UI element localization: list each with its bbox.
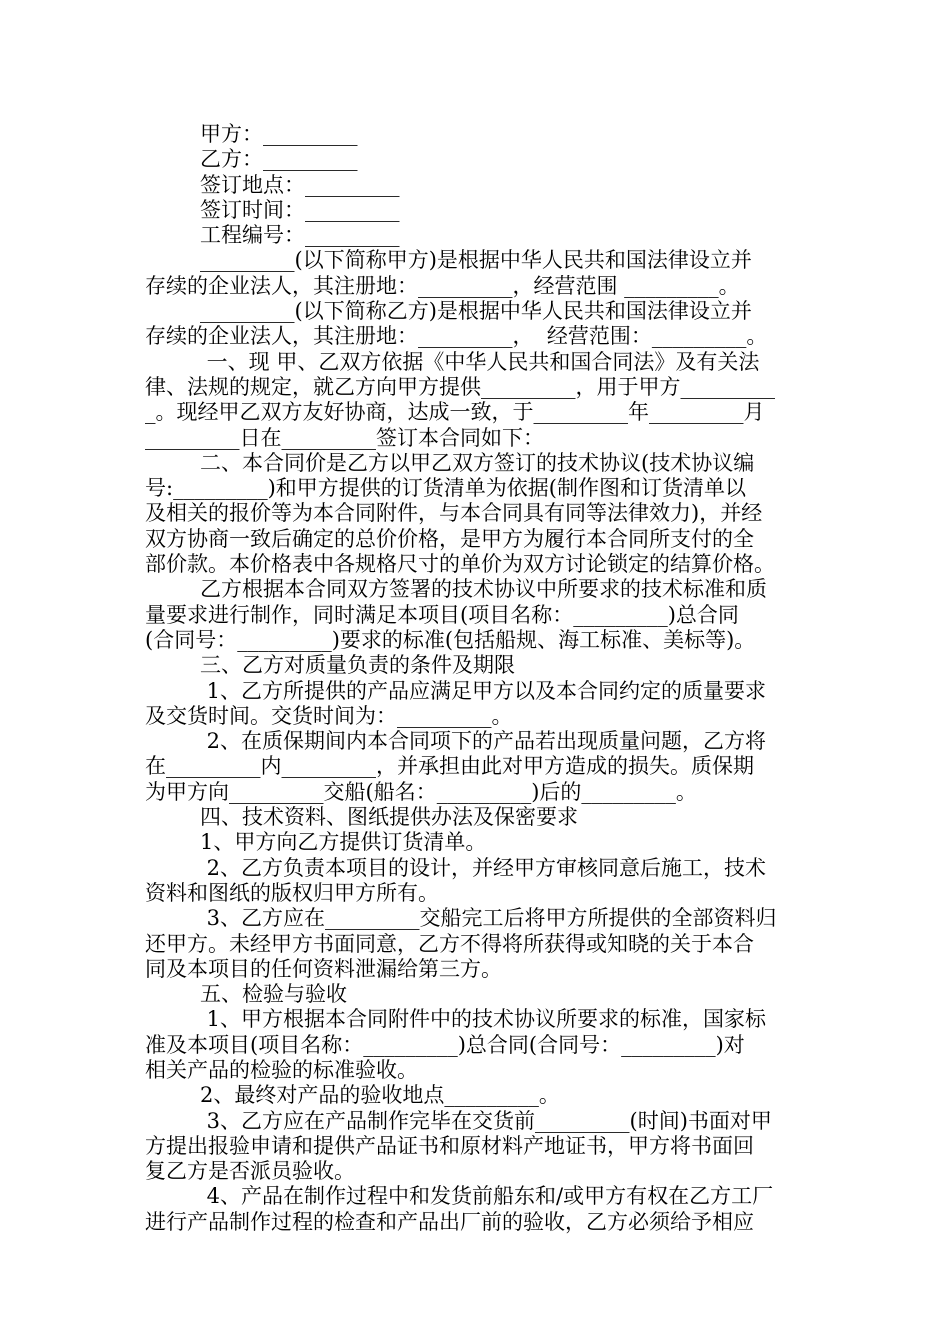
party-a-field: 甲方：_________	[200, 122, 358, 146]
clause-2-line-1: 二、本合同价是乙方以甲乙双方签订的技术协议(技术协议编	[200, 450, 755, 475]
clause-2-para-2-line-1: 乙方根据本合同双方签署的技术协议中所要求的技术标准和质	[200, 577, 767, 602]
section-3-item-2-line-3: 为甲方向_________交船(船名：_________)后的_________。	[145, 779, 697, 804]
section-4-item-2-line-2: 资料和图纸的版权归甲方所有。	[145, 880, 439, 905]
party-b-intro-line-2: 存续的企业法人，其注册地：_________， 经营范围：_________。	[145, 324, 768, 349]
clause-1-line-4: _________日在_________签订本合同如下：	[145, 425, 544, 450]
section-5-item-3-line-2: 方提出报验申请和提供产品证书和原材料产地证书，甲方将书面回	[145, 1133, 754, 1158]
section-5-item-4-line-1: 4、产品在制作过程中和发货前船东和/或甲方有权在乙方工厂	[200, 1184, 774, 1209]
clause-2-para-2-line-2: 量要求进行制作，同时满足本项目(项目名称：_________)总合同	[145, 602, 739, 627]
section-3-heading: 三、乙方对质量负责的条件及期限	[200, 653, 515, 678]
party-b-intro-line-1: _________(以下简称乙方)是根据中华人民共和国法律设立并	[200, 299, 752, 324]
section-5-item-1-line-3: 相关产品的检验的标准验收。	[145, 1057, 418, 1082]
clause-2-line-5: 部价款。本价格表中各规格尺寸的单价为双方讨论锁定的结算价格。	[145, 552, 775, 577]
section-3-item-1-line-1: 1、乙方所提供的产品应满足甲方以及本合同约定的质量要求	[200, 678, 767, 703]
signing-place-field: 签订地点：_________	[200, 172, 400, 197]
project-number-field: 工程编号：_________	[200, 223, 400, 248]
section-5-item-2: 2、最终对产品的验收地点_________。	[200, 1083, 560, 1108]
section-4-item-1: 1、甲方向乙方提供订货清单。	[200, 830, 487, 855]
section-3-item-2-line-2: 在_________内_________，并承担由此对甲方造成的损失。质保期	[145, 754, 754, 779]
section-5-item-1-line-2: 准及本项目(项目名称：_________)总合同(合同号：_________)对	[145, 1032, 745, 1057]
section-5-item-3-line-1: 3、乙方应在产品制作完毕在交货前_________(时间)书面对甲	[200, 1108, 772, 1133]
section-3-item-1-line-2: 及交货时间。交货时间为：_________。	[145, 703, 513, 728]
section-5-item-4-line-2: 进行产品制作过程的检查和产品出厂前的验收，乙方必须给予相应	[145, 1209, 754, 1234]
section-3-item-2-line-1: 2、在质保期间内本合同项下的产品若出现质量问题，乙方将	[200, 729, 767, 754]
clause-1-line-3: _。现经甲乙双方友好协商，达成一致，于_________年_________月	[145, 400, 765, 425]
section-4-item-3-line-1: 3、乙方应在_________交船完工后将甲方所提供的全部资料归	[200, 906, 777, 931]
clause-1-line-1: 一、现 甲、乙双方依据《中华人民共和国合同法》及有关法	[200, 349, 760, 374]
section-4-heading: 四、技术资料、图纸提供办法及保密要求	[200, 805, 578, 830]
clause-2-para-2-line-3: (合同号：_________)要求的标准(包括船规、海工标准、美标等)。	[145, 627, 756, 652]
section-5-heading: 五、检验与验收	[200, 982, 347, 1007]
contract-body	[145, 122, 810, 1235]
clause-2-line-3: 及相关的报价等为本合同附件，与本合同具有同等法律效力)，并经	[145, 501, 763, 526]
clause-2-line-2: 号:_________)和甲方提供的订货清单为依据(制作图和订货清单以	[145, 476, 746, 501]
section-5-item-1-line-1: 1、甲方根据本合同附件中的技术协议所要求的标准，国家标	[200, 1007, 767, 1032]
party-b-field: 乙方：_________	[200, 147, 358, 172]
clause-1-line-2: 律、法规的规定，就乙方向甲方提供_________，用于甲方_________	[145, 374, 775, 399]
signing-time-field: 签订时间：_________	[200, 197, 400, 222]
party-a-intro-line-1: _________(以下简称甲方)是根据中华人民共和国法律设立并	[200, 248, 752, 273]
party-a-intro-line-2: 存续的企业法人，其注册地：_________，经营范围 _________。	[145, 273, 740, 298]
section-5-item-3-line-3: 复乙方是否派员验收。	[145, 1159, 355, 1184]
section-4-item-2-line-1: 2、乙方负责本项目的设计，并经甲方审核同意后施工，技术	[200, 855, 767, 880]
section-4-item-3-line-3: 同及本项目的任何资料泄漏给第三方。	[145, 956, 502, 981]
section-4-item-3-line-2: 还甲方。未经甲方书面同意，乙方不得将所获得或知晓的关于本合	[145, 931, 754, 956]
clause-2-line-4: 双方协商一致后确定的总价价格，是甲方为履行本合同所支付的全	[145, 526, 754, 551]
